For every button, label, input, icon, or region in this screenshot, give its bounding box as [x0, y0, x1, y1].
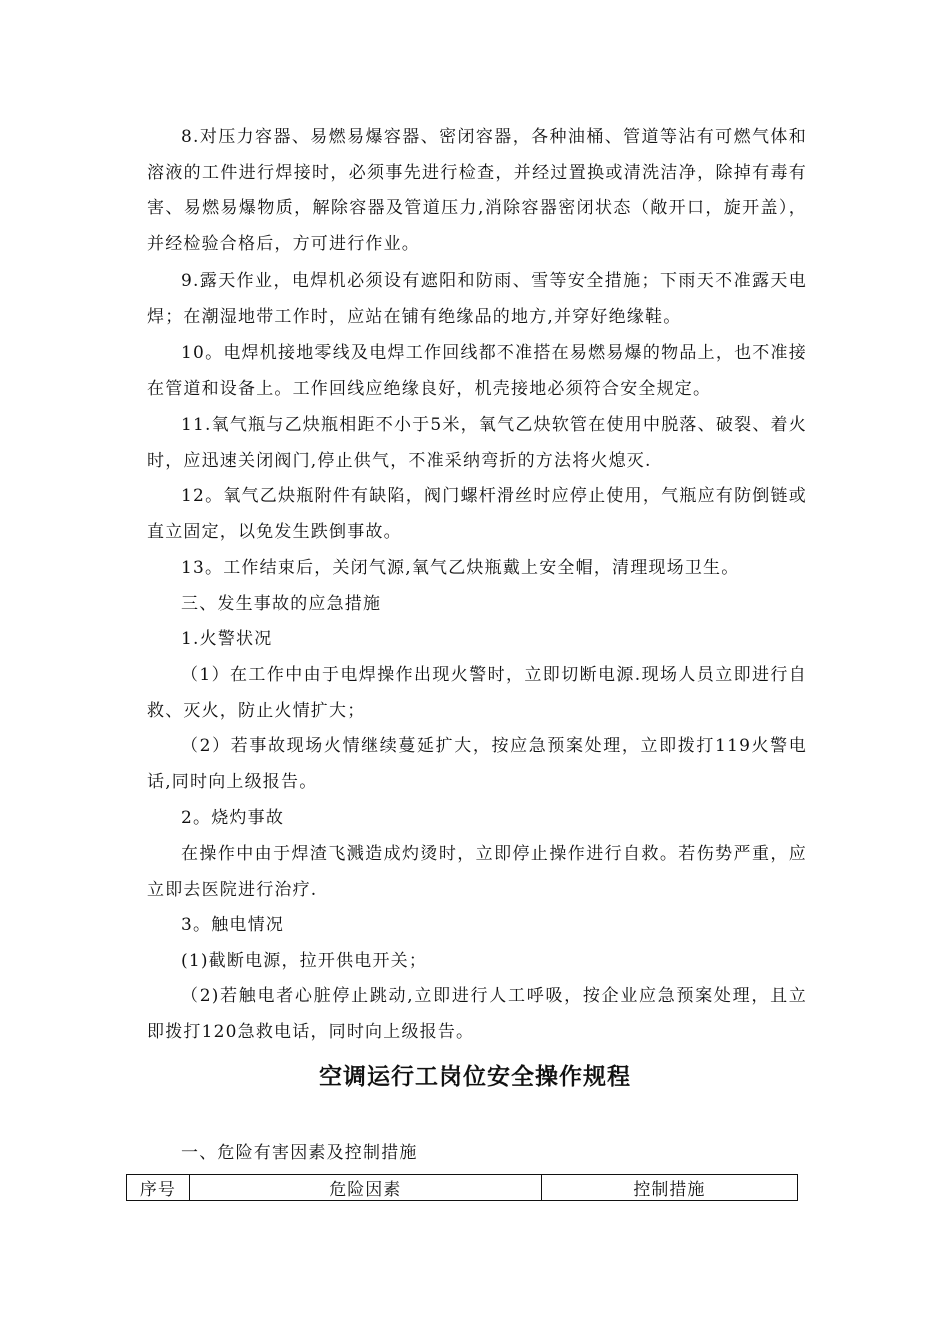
paragraph-shock-2: （2)若触电者心脏停止跳动,立即进行人工呼吸，按企业应急预案处理，且立即拨打120急救电话，同时向上级报告。: [147, 986, 807, 1042]
paragraph-item-11: 11.氧气瓶与乙炔瓶相距不小于5米，氧气乙炔软管在使用中脱落、破裂、着火时，应迅速关闭阀门,停止供气，不准采纳弯折的方法将火熄灭.: [147, 415, 807, 471]
paragraph-item-9: 9.露天作业，电焊机必须设有遮阳和防雨、雪等安全措施；下雨天不准露天电焊；在潮湿地带工作时，应站在铺有绝缘品的地方,并穿好绝缘鞋。: [147, 271, 807, 327]
paragraph-item-10: 10。电焊机接地零线及电焊工作回线都不准搭在易燃易爆的物品上，也不准接在管道和设备上。工作回线应绝缘良好，机壳接地必须符合安全规定。: [147, 343, 807, 399]
column-header-control: 控制措施: [541, 1175, 797, 1201]
subheading-electric-shock: 3。触电情况: [181, 915, 285, 935]
paragraph-fire-1: （1）在工作中由于电焊操作出现火警时，立即切断电源.现场人员立即进行自救、灭火，防止火情扩大；: [147, 665, 807, 721]
hazard-table: [126, 1174, 798, 1201]
paragraph-item-12: 12。氧气乙炔瓶附件有缺陷，阀门螺杆滑丝时应停止使用，气瓶应有防倒链或直立固定，以免发生跌倒事故。: [147, 486, 807, 542]
paragraph-fire-2: （2）若事故现场火情继续蔓延扩大，按应急预案处理，立即拨打119火警电话,同时向上级报告。: [147, 736, 807, 792]
table-header-row: [127, 1175, 798, 1201]
paragraph-burn: 在操作中由于焊渣飞溅造成灼烫时，立即停止操作进行自救。若伤势严重，应立即去医院进行治疗.: [147, 844, 807, 900]
column-header-number: 序号: [127, 1175, 190, 1201]
column-header-hazard: 危险因素: [189, 1175, 541, 1201]
subheading-burn: 2。烧灼事故: [181, 808, 285, 828]
document-title: 空调运行工岗位安全操作规程: [319, 1064, 631, 1090]
paragraph-shock-1: (1)截断电源，拉开供电开关；: [181, 951, 428, 971]
paragraph-item-13: 13。工作结束后，关闭气源,氧气乙炔瓶戴上安全帽，清理现场卫生。: [181, 558, 740, 578]
section-heading-hazards: 一、危险有害因素及控制措施: [181, 1143, 418, 1163]
section-heading-emergency: 三、发生事故的应急措施: [181, 594, 382, 614]
paragraph-item-8: 8.对压力容器、易燃易爆容器、密闭容器，各种油桶、管道等沾有可燃气体和溶液的工件进行焊接时，必须事先进行检查，并经过置换或清洗洁净，除掉有毒有害、易燃易爆物质，解除容器及管道压力,消除容器密闭状态（敞开口，旋开盖），并经检验合格后，方可进行作业。: [147, 127, 807, 254]
subheading-fire: 1.火警状况: [181, 629, 273, 649]
